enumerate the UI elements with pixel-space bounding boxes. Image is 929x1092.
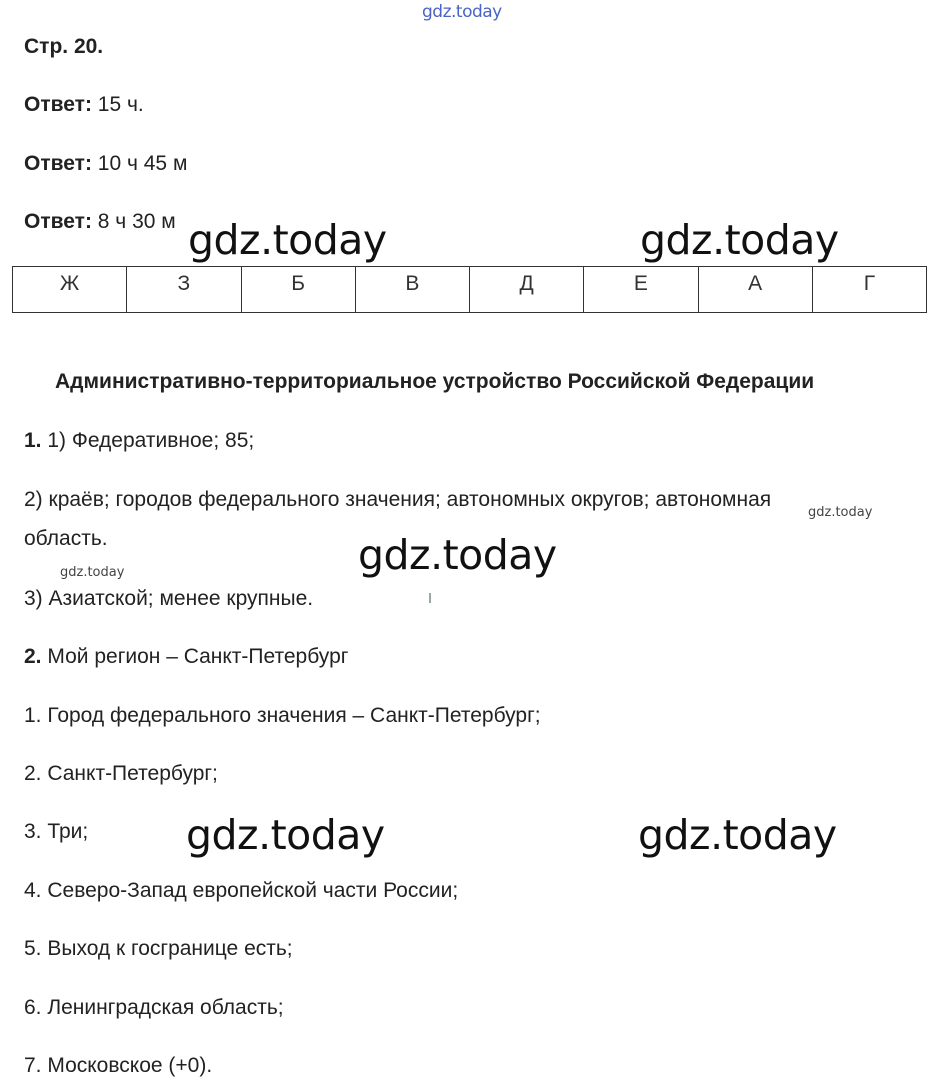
table-cell: Ж — [13, 267, 127, 313]
answer-value: 15 ч. — [97, 93, 144, 116]
answer-label: Ответ: — [24, 93, 92, 116]
table-row — [13, 267, 927, 313]
stray-mark — [429, 593, 431, 603]
task1-line2: 2) краёв; городов федерального значения; автономных округов; автономная — [24, 488, 772, 511]
table-cell: Д — [470, 267, 584, 313]
table-cell: Б — [241, 267, 355, 313]
list-item: 5. Выход к госгранице есть; — [24, 937, 293, 960]
section-title: Административно-территориальное устройство Российской Федерации — [55, 370, 815, 393]
table-cell: З — [127, 267, 241, 313]
watermark-large: gdz.today — [188, 216, 387, 264]
task-text: 1) Федеративное; 85; — [47, 429, 255, 452]
answer-label: Ответ: — [24, 152, 92, 175]
list-item: 2. Санкт-Петербург; — [24, 762, 218, 785]
answer-label: Ответ: — [24, 210, 92, 233]
task1-line1 — [24, 430, 254, 451]
task1-line2-continued: область. — [24, 527, 108, 550]
table-cell: Г — [812, 267, 926, 313]
task2-title — [24, 646, 348, 667]
list-item: 4. Северо-Запад европейской части России; — [24, 879, 459, 902]
answer-value: 10 ч 45 м — [97, 152, 188, 175]
task-number: 2. — [24, 645, 42, 668]
watermark-small: gdz.today — [60, 565, 125, 580]
list-item: 3. Три; — [24, 820, 89, 843]
list-item: 7. Московское (+0). — [24, 1054, 213, 1077]
watermark-large: gdz.today — [186, 811, 385, 859]
answer-line-3 — [24, 211, 176, 232]
watermark-small: gdz.today — [808, 505, 873, 520]
list-item: 1. Город федерального значения – Санкт-Петербург; — [24, 704, 541, 727]
answer-line-2 — [24, 153, 187, 174]
watermark-large: gdz.today — [638, 811, 837, 859]
task1-line3: 3) Азиатской; менее крупные. — [24, 587, 314, 610]
task-text: Мой регион – Санкт-Петербург — [47, 645, 349, 668]
watermark-large: gdz.today — [358, 531, 557, 579]
watermark-large: gdz.today — [640, 216, 839, 264]
list-item: 6. Ленинградская область; — [24, 996, 284, 1019]
table-cell: В — [355, 267, 469, 313]
answer-table — [12, 266, 927, 313]
task-number: 1. — [24, 429, 42, 452]
answer-value: 8 ч 30 м — [97, 210, 176, 233]
table-cell: А — [698, 267, 812, 313]
answer-line-1 — [24, 94, 144, 115]
page-reference: Стр. 20. — [24, 35, 104, 58]
watermark-top: gdz.today — [422, 2, 502, 22]
table-cell: Е — [584, 267, 698, 313]
